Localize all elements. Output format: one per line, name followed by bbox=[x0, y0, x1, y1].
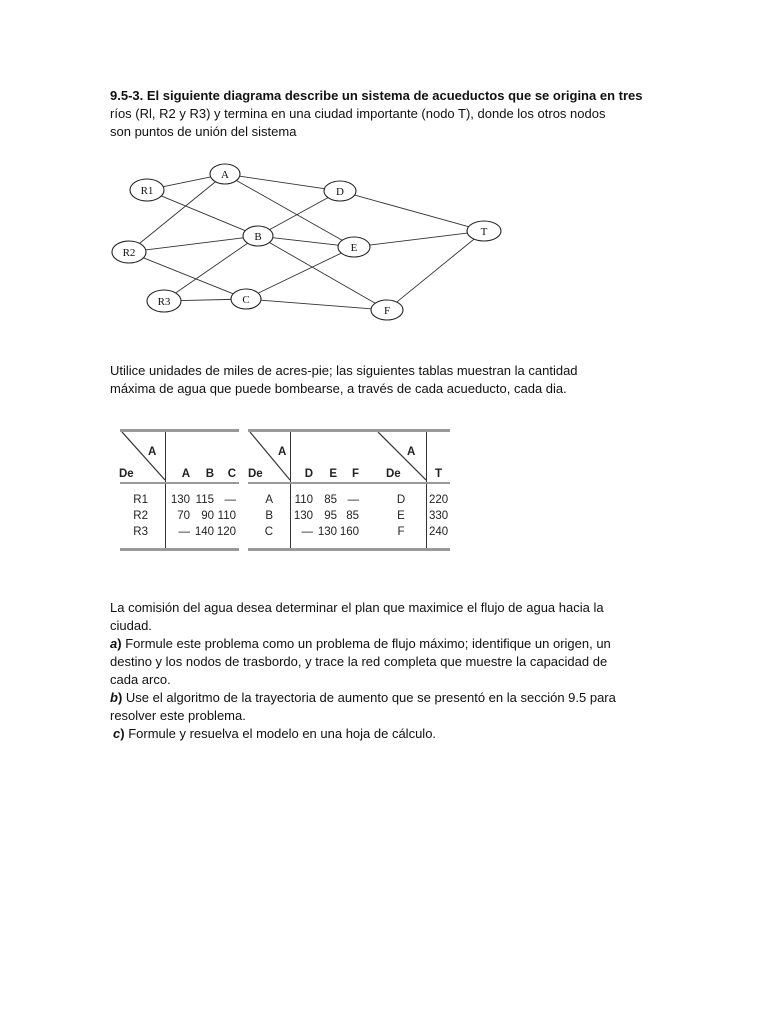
node-label-D: D bbox=[336, 186, 344, 198]
edge-R2-C bbox=[143, 258, 233, 294]
capacity-table-city bbox=[376, 429, 450, 551]
table3-from-label: De bbox=[386, 468, 401, 480]
table2-cell: 130 bbox=[317, 526, 337, 538]
table2-row bbox=[291, 524, 376, 540]
table2-cell: 95 bbox=[324, 510, 337, 522]
units-line-2: máxima de agua que puede bombearse, a través de cada acueducto, cada dia. bbox=[110, 381, 567, 396]
table3-diagonal bbox=[376, 432, 426, 482]
intro-line-3: son puntos de unión del sistema bbox=[110, 124, 297, 139]
table2-to-label: A bbox=[278, 446, 287, 458]
part-b-text-1: Use el algoritmo de la trayectoria de aumento que se presentó en la sección 9.5 para bbox=[122, 690, 616, 705]
table2-row-label-A: A bbox=[265, 494, 273, 506]
table1-cell: 120 bbox=[216, 526, 236, 538]
table2-col-E: E bbox=[329, 468, 337, 480]
table3-row-label-D: D bbox=[396, 494, 406, 506]
table3-cell: 240 bbox=[429, 526, 449, 538]
table2-row-label-C: C bbox=[264, 526, 273, 538]
table2-cell: 110 bbox=[294, 494, 313, 506]
table2-cell: — bbox=[347, 494, 359, 506]
node-label-F: F bbox=[383, 305, 391, 317]
edge-A-D bbox=[240, 176, 325, 189]
table1-row-label-R3: R3 bbox=[133, 526, 148, 538]
units-line-1: Utilice unidades de miles de acres-pie; las siguientes tablas muestran la cantidad bbox=[110, 363, 578, 378]
table1-cell: 110 bbox=[217, 510, 236, 522]
node-R2 bbox=[112, 241, 146, 263]
node-E bbox=[338, 237, 370, 257]
intro-text-1: El siguiente diagrama describe un sistema de acueductos que se origina en tres bbox=[143, 88, 643, 103]
part-c-paren: ) bbox=[120, 726, 125, 741]
capacity-table-junctions bbox=[248, 429, 376, 551]
node-label-A: A bbox=[221, 169, 229, 181]
goal-paragraph bbox=[110, 599, 658, 743]
table2-row-label-B: B bbox=[265, 510, 273, 522]
edge-R1-A bbox=[163, 177, 210, 187]
part-a-line-2: destino y los nodos de trasbordo, y trace la red completa que muestre la capacidad de bbox=[110, 654, 608, 669]
node-label-R1: R1 bbox=[140, 185, 154, 197]
table3-header bbox=[427, 431, 451, 484]
network-edges bbox=[140, 176, 474, 309]
table1-cell: 115 bbox=[195, 494, 214, 506]
edge-R3-C bbox=[181, 299, 231, 300]
goal-line-2: ciudad. bbox=[110, 618, 152, 633]
intro-line-1 bbox=[110, 87, 658, 105]
table1-cell: 140 bbox=[194, 526, 214, 538]
table1-col-B: B bbox=[205, 468, 214, 480]
table1-header bbox=[166, 431, 240, 484]
edge-R1-B bbox=[161, 196, 245, 231]
units-paragraph bbox=[110, 362, 658, 398]
edge-C-F bbox=[261, 300, 371, 309]
part-b-paren: ) bbox=[117, 690, 123, 705]
table2-row-labels bbox=[248, 483, 291, 550]
table1-row-label-R2: R2 bbox=[133, 510, 148, 522]
node-R3 bbox=[147, 290, 181, 312]
node-A bbox=[210, 164, 240, 184]
table2-corner-cell bbox=[248, 431, 291, 484]
part-a-paren: ) bbox=[117, 636, 122, 651]
table1-col-A: A bbox=[181, 468, 190, 480]
edge-E-T bbox=[370, 233, 468, 245]
edge-D-T bbox=[355, 195, 469, 227]
part-c-letter: c bbox=[113, 726, 121, 741]
node-F bbox=[371, 300, 403, 320]
table3-row-labels bbox=[376, 483, 427, 550]
table3-cell: 330 bbox=[429, 510, 449, 522]
node-D bbox=[324, 181, 356, 201]
table2-cell: 130 bbox=[293, 510, 313, 522]
table2-cell: — bbox=[301, 526, 313, 538]
edge-F-T bbox=[397, 239, 474, 302]
part-a-text-1: Formule este problema como un problema de flujo máximo; identifique un origen, un bbox=[121, 636, 611, 651]
node-B bbox=[243, 226, 273, 246]
edge-R2-B bbox=[146, 238, 244, 250]
node-C bbox=[231, 289, 261, 309]
part-a-line-3: cada arco. bbox=[110, 672, 171, 687]
table3-to-label: A bbox=[407, 446, 416, 458]
table2-header bbox=[291, 431, 377, 484]
table1-cell: 70 bbox=[177, 510, 190, 522]
problem-intro bbox=[110, 87, 658, 141]
table3-values bbox=[427, 483, 451, 550]
table2-from-label: De bbox=[248, 468, 263, 480]
table1-values bbox=[166, 483, 240, 550]
intro-line-2: ríos (Rl, R2 y R3) y termina en una ciudad importante (nodo T), donde los otros nodos bbox=[110, 106, 606, 121]
node-label-E: E bbox=[350, 242, 358, 254]
node-label-R3: R3 bbox=[157, 296, 171, 308]
part-a-letter: a bbox=[110, 636, 118, 651]
problem-number: 9.5-3. bbox=[110, 88, 144, 103]
table2-cell: 85 bbox=[346, 510, 359, 522]
edge-B-D bbox=[270, 198, 328, 230]
part-c-line-1 bbox=[110, 725, 658, 743]
table2-row bbox=[291, 492, 376, 508]
table1-from-label: De bbox=[119, 468, 134, 480]
table1-row bbox=[166, 492, 239, 508]
edge-B-E bbox=[273, 238, 338, 246]
edge-C-E bbox=[258, 253, 341, 293]
node-label-B: B bbox=[254, 231, 262, 243]
part-b-letter: b bbox=[110, 690, 118, 705]
table1-cell: — bbox=[178, 526, 190, 538]
table3-cell: 220 bbox=[429, 494, 449, 506]
table1-row bbox=[166, 508, 239, 524]
table3-corner-cell bbox=[376, 431, 427, 484]
table1-row bbox=[166, 524, 239, 540]
node-T bbox=[467, 221, 501, 241]
node-label-T: T bbox=[480, 226, 488, 238]
node-R1 bbox=[130, 179, 164, 201]
table1-col-C: C bbox=[227, 468, 236, 480]
part-b-line-2: resolver este problema. bbox=[110, 708, 246, 723]
goal-line-1: La comisión del agua desea determinar el plan que maximice el flujo de agua hacia la bbox=[110, 600, 604, 615]
table1-to-label: A bbox=[148, 446, 157, 458]
table2-values bbox=[291, 483, 377, 550]
capacity-table-rivers bbox=[120, 429, 239, 551]
table1-row-labels bbox=[120, 483, 166, 550]
table2-cell: 85 bbox=[324, 494, 337, 506]
part-c-text-1: Formule y resuelva el modelo en una hoja de cálculo. bbox=[124, 726, 437, 741]
node-label-C: C bbox=[242, 294, 250, 306]
table1-row-label-R1: R1 bbox=[133, 494, 148, 506]
table1-cell: — bbox=[224, 494, 236, 506]
table2-col-F: F bbox=[351, 468, 359, 480]
table2-row bbox=[291, 508, 376, 524]
table1-cell: 90 bbox=[201, 510, 214, 522]
aqueduct-network-diagram bbox=[108, 158, 513, 328]
table2-cell: 160 bbox=[339, 526, 359, 538]
part-b-line-1 bbox=[110, 689, 658, 707]
node-label-R2: R2 bbox=[122, 247, 136, 259]
table1-corner-cell bbox=[120, 431, 166, 484]
part-a-line-1 bbox=[110, 635, 658, 653]
table2-col-D: D bbox=[304, 468, 313, 480]
table3-col-T: T bbox=[434, 468, 443, 480]
table3-row-label-E: E bbox=[397, 510, 405, 522]
table1-cell: 130 bbox=[170, 494, 190, 506]
table3-row-label-F: F bbox=[397, 526, 405, 538]
